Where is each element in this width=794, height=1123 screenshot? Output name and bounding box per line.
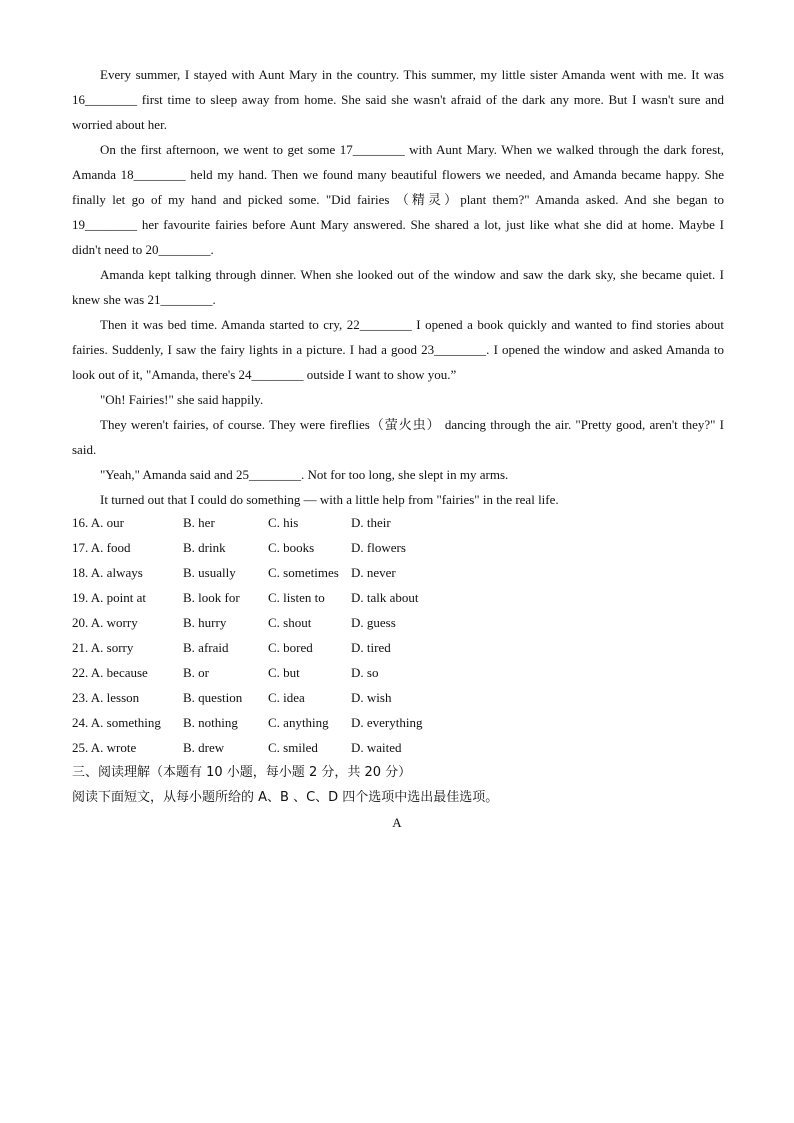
option-c: C. shout <box>268 615 312 630</box>
passage-paragraph: On the first afternoon, we went to get some 17________ with Aunt Mary. When we walked through the dark forest, Amanda 18________ held my hand. Then we found many beautiful flowers we needed, and Amanda became happy. She finally let go of my hand and picked some. "Did fairies （精灵）plant them?" Amanda asked. And she began to 19________ her favourite fairies before Aunt Mary answered. She shared a lot, just like what she did at home. Maybe I didn't need to 20________. <box>72 142 724 257</box>
option-d: D. guess <box>351 615 396 630</box>
option-b: B. or <box>183 665 209 680</box>
option-d: D. never <box>351 565 396 580</box>
option-a: 19. A. point at <box>72 590 147 605</box>
passage-paragraph: They weren't fairies, of course. They were fireflies（萤火虫） dancing through the air. "Pretty good, aren't they?" I said. <box>72 417 724 457</box>
section-heading: 三、阅读理解（本题有 10 小题，每小题 2 分，共 20 分） <box>72 765 412 780</box>
option-a: 18. A. always <box>72 565 143 580</box>
option-b: B. drink <box>183 540 226 555</box>
passage-letter: A <box>392 815 402 830</box>
option-b: B. hurry <box>183 615 227 630</box>
cloze-passage <box>72 62 724 512</box>
option-b: B. nothing <box>183 715 238 730</box>
option-a: 23. A. lesson <box>72 690 140 705</box>
option-c: C. his <box>268 515 299 530</box>
passage-paragraph: It turned out that I could do something — with a little help from "fairies" in the real life. <box>100 492 559 507</box>
option-d: D. flowers <box>351 540 406 555</box>
option-b: B. question <box>183 690 243 705</box>
option-c: C. sometimes <box>268 565 339 580</box>
option-b: B. her <box>183 515 215 530</box>
option-b: B. afraid <box>183 640 229 655</box>
passage-paragraph: Amanda kept talking through dinner. When she looked out of the window and saw the dark sky, she became quiet. I knew she was 21________. <box>72 267 724 307</box>
section-instruction: 阅读下面短文，从每小题所给的 A、B 、C、D 四个选项中选出最佳选项。 <box>72 790 499 805</box>
option-d: D. so <box>351 665 379 680</box>
option-d: D. their <box>351 515 391 530</box>
option-a: 17. A. food <box>72 540 131 555</box>
option-c: C. listen to <box>268 590 325 605</box>
option-c: C. books <box>268 540 315 555</box>
option-b: B. usually <box>183 565 236 580</box>
option-a: 21. A. sorry <box>72 640 134 655</box>
passage-paragraph: Every summer, I stayed with Aunt Mary in the country. This summer, my little sister Amanda went with me. It was 16________ first time to sleep away from home. She said she wasn't afraid of the dark any more. But I wasn't sure and worried about her. <box>72 67 724 132</box>
option-a: 20. A. worry <box>72 615 138 630</box>
option-c: C. but <box>268 665 300 680</box>
passage-paragraph: "Yeah," Amanda said and 25________. Not for too long, she slept in my arms. <box>100 467 509 482</box>
option-c: C. idea <box>268 690 305 705</box>
option-a: 25. A. wrote <box>72 740 137 755</box>
option-c: C. bored <box>268 640 313 655</box>
option-a: 16. A. our <box>72 515 124 530</box>
option-d: D. talk about <box>351 590 419 605</box>
passage-paragraph: "Oh! Fairies!" she said happily. <box>100 392 264 407</box>
option-b: B. drew <box>183 740 225 755</box>
option-d: D. tired <box>351 640 391 655</box>
option-a: 22. A. because <box>72 665 148 680</box>
option-c: C. anything <box>268 715 329 730</box>
option-d: D. wish <box>351 690 392 705</box>
option-d: D. waited <box>351 740 402 755</box>
passage-paragraph: Then it was bed time. Amanda started to cry, 22________ I opened a book quickly and wanted to find stories about fairies. Suddenly, I saw the fairy lights in a picture. I had a good 23________. I opened the window and asked Amanda to look out of it, "Amanda, there's 24________ outside I want to show you.” <box>72 317 724 382</box>
option-a: 24. A. something <box>72 715 161 730</box>
option-c: C. smiled <box>268 740 318 755</box>
reading-section-header <box>72 760 498 810</box>
option-d: D. everything <box>351 715 423 730</box>
option-b: B. look for <box>183 590 240 605</box>
